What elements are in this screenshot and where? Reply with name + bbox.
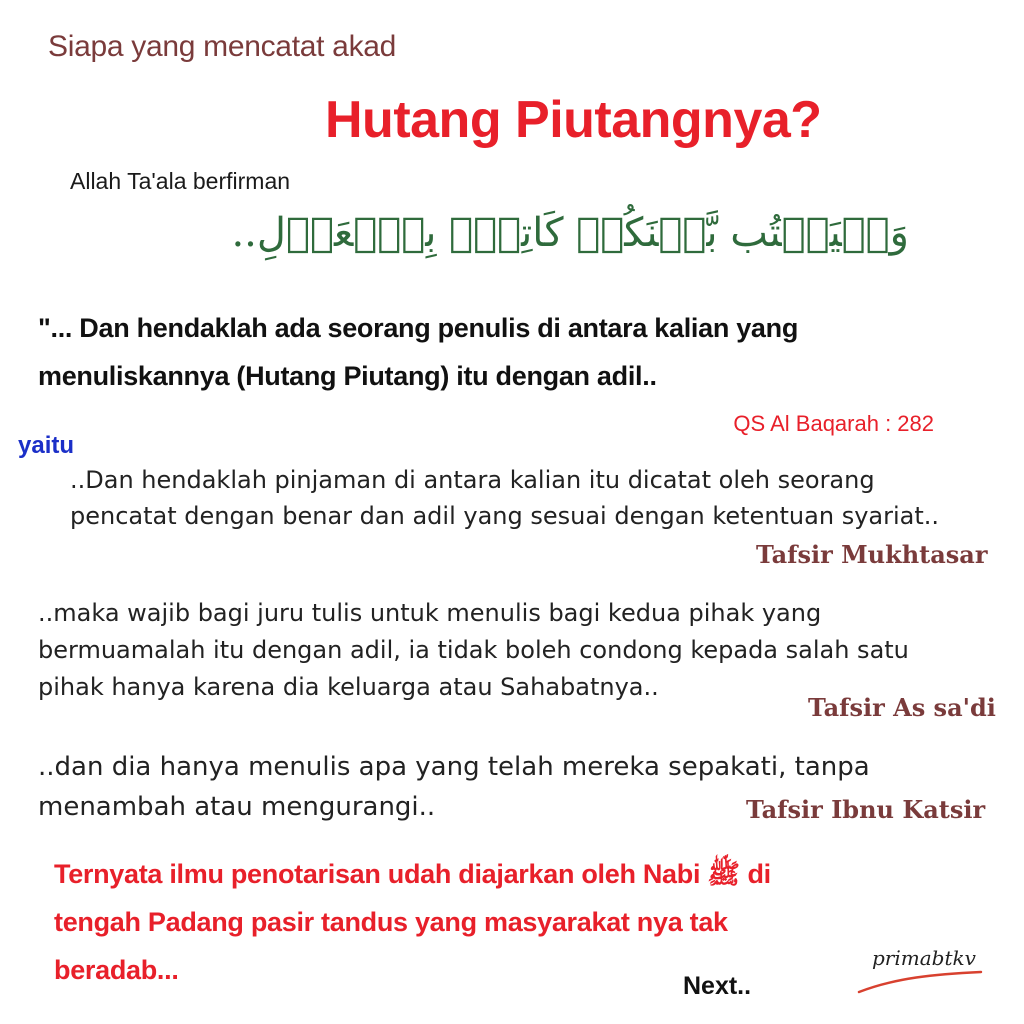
- tafsir-source-ibnu-katsir: Tafsir Ibnu Katsir: [746, 795, 986, 824]
- tafsir-text-ibnu-katsir: ..dan dia hanya menulis apa yang telah mereka sepakati, tanpa menambah atau mengurangi..: [38, 752, 870, 822]
- tafsir-text-mukhtasar: ..Dan hendaklah pinjaman di antara kalian itu dicatat oleh seorang pencatat dengan benar dan adil yang sesuai dengan ketentuan syariat..: [70, 466, 940, 530]
- intro-text: Allah Ta'ala berfirman: [70, 168, 291, 194]
- explanation-label: yaitu: [18, 432, 75, 459]
- subtitle: Siapa yang mencatat akad: [48, 30, 397, 63]
- tafsir-source-assadi: Tafsir As sa'di: [808, 693, 996, 722]
- signature-text: primabtkv: [872, 946, 976, 970]
- verse-translation: "... Dan hendaklah ada seorang penulis di antara kalian yang menuliskannya (Hutang Piutang) itu dengan adil..: [38, 313, 799, 391]
- closing-statement: Ternyata ilmu penotarisan udah diajarkan oleh Nabi ﷺ di tengah Padang pasir tandus yang masyarakat nya tak beradab...: [54, 859, 771, 985]
- tafsir-text-assadi: ..maka wajib bagi juru tulis untuk menulis bagi kedua pihak yang bermuamalah itu dengan adil, ia tidak boleh condong kepada salah satu pihak hanya karena dia keluarga atau Sahabatnya..: [38, 599, 909, 701]
- signature-swoosh-icon: [855, 968, 985, 998]
- next-link[interactable]: Next..: [683, 972, 752, 1000]
- arabic-verse: وَلۡيَكۡتُب بَّيۡنَكُمۡ كَاتِبُۢ بِٱلۡعَدۡلِ..: [231, 210, 909, 256]
- verse-reference: QS Al Baqarah : 282: [733, 411, 934, 436]
- page-title: Hutang Piutangnya?: [325, 91, 822, 149]
- tafsir-source-mukhtasar: Tafsir Mukhtasar: [756, 540, 988, 569]
